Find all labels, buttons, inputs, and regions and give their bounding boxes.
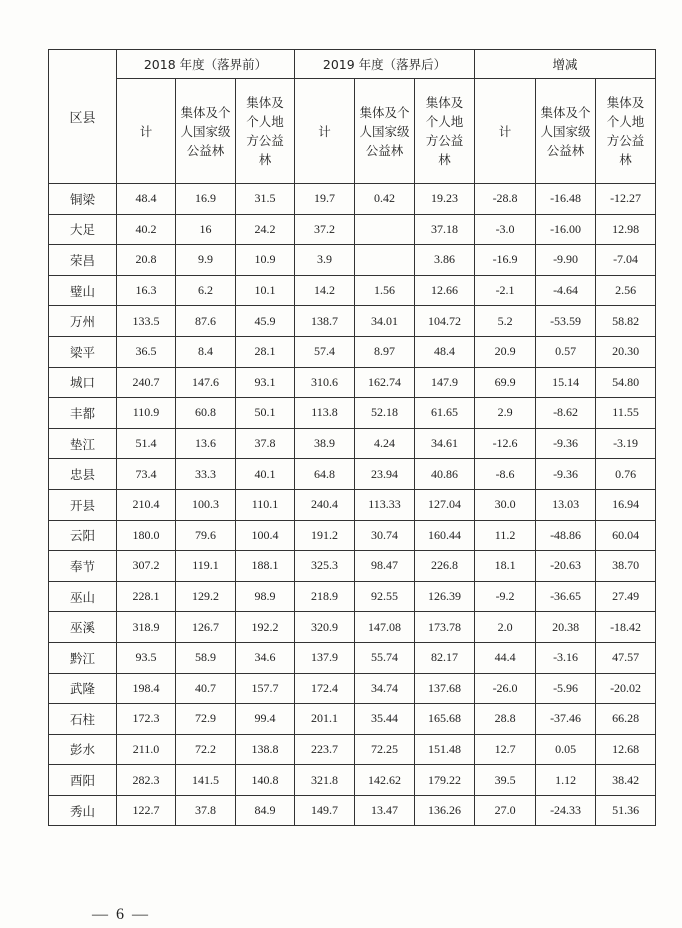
- value-cell: 40.7: [176, 673, 236, 704]
- value-cell: -12.27: [596, 184, 656, 215]
- county-header: 区县: [49, 50, 117, 184]
- value-cell: 34.01: [355, 306, 415, 337]
- table-row: [49, 489, 656, 520]
- value-cell: 129.2: [176, 581, 236, 612]
- table-row: [49, 184, 656, 215]
- value-cell: 30.0: [475, 489, 536, 520]
- value-cell: 151.48: [415, 734, 475, 765]
- value-cell: -5.96: [536, 673, 596, 704]
- value-cell: 23.94: [355, 459, 415, 490]
- value-cell: 0.42: [355, 184, 415, 215]
- value-cell: -12.6: [475, 428, 536, 459]
- value-cell: -2.1: [475, 275, 536, 306]
- value-cell: -20.02: [596, 673, 656, 704]
- value-cell: 218.9: [295, 581, 355, 612]
- value-cell: 3.86: [415, 245, 475, 276]
- value-cell: 20.38: [536, 612, 596, 643]
- value-cell: 27.0: [475, 795, 536, 826]
- value-cell: 6.2: [176, 275, 236, 306]
- table-row: [49, 459, 656, 490]
- value-cell: -36.65: [536, 581, 596, 612]
- value-cell: 19.7: [295, 184, 355, 215]
- value-cell: 179.22: [415, 765, 475, 796]
- page-number: — 6 —: [92, 906, 150, 923]
- county-cell: 彭水: [49, 734, 117, 765]
- value-cell: 104.72: [415, 306, 475, 337]
- value-cell: -37.46: [536, 704, 596, 735]
- table-row: [49, 214, 656, 245]
- value-cell: 9.9: [176, 245, 236, 276]
- value-cell: 51.4: [117, 428, 176, 459]
- value-cell: 1.12: [536, 765, 596, 796]
- value-cell: 60.04: [596, 520, 656, 551]
- value-cell: 48.4: [415, 336, 475, 367]
- value-cell: 147.9: [415, 367, 475, 398]
- value-cell: 307.2: [117, 551, 176, 582]
- value-cell: 92.55: [355, 581, 415, 612]
- value-cell: 58.82: [596, 306, 656, 337]
- value-cell: 12.66: [415, 275, 475, 306]
- value-cell: 137.68: [415, 673, 475, 704]
- table-row: [49, 306, 656, 337]
- value-cell: 2.56: [596, 275, 656, 306]
- county-cell: 梁平: [49, 336, 117, 367]
- table-row: [49, 612, 656, 643]
- value-cell: 72.25: [355, 734, 415, 765]
- value-cell: -8.62: [536, 398, 596, 429]
- value-cell: 172.3: [117, 704, 176, 735]
- value-cell: 137.9: [295, 642, 355, 673]
- value-cell: 240.7: [117, 367, 176, 398]
- value-cell: 2.9: [475, 398, 536, 429]
- value-cell: 13.03: [536, 489, 596, 520]
- value-cell: 133.5: [117, 306, 176, 337]
- value-cell: 100.3: [176, 489, 236, 520]
- value-cell: 72.2: [176, 734, 236, 765]
- value-cell: 180.0: [117, 520, 176, 551]
- value-cell: 12.7: [475, 734, 536, 765]
- value-cell: 0.76: [596, 459, 656, 490]
- value-cell: 10.1: [236, 275, 295, 306]
- table-row: [49, 704, 656, 735]
- national-header: 集体及个人国家级公益林: [536, 79, 596, 184]
- value-cell: 113.33: [355, 489, 415, 520]
- total-header: 计: [475, 79, 536, 184]
- value-cell: 147.6: [176, 367, 236, 398]
- value-cell: -3.19: [596, 428, 656, 459]
- value-cell: 282.3: [117, 765, 176, 796]
- county-cell: 垫江: [49, 428, 117, 459]
- county-cell: 城口: [49, 367, 117, 398]
- total-header: 计: [117, 79, 176, 184]
- value-cell: 58.9: [176, 642, 236, 673]
- county-cell: 开县: [49, 489, 117, 520]
- value-cell: 0.05: [536, 734, 596, 765]
- value-cell: 140.8: [236, 765, 295, 796]
- value-cell: 13.47: [355, 795, 415, 826]
- value-cell: 52.18: [355, 398, 415, 429]
- value-cell: 35.44: [355, 704, 415, 735]
- value-cell: 147.08: [355, 612, 415, 643]
- value-cell: 201.1: [295, 704, 355, 735]
- value-cell: 157.7: [236, 673, 295, 704]
- value-cell: -26.0: [475, 673, 536, 704]
- value-cell: 45.9: [236, 306, 295, 337]
- group-2019-header: 2019 年度（落界后）: [295, 50, 475, 79]
- value-cell: -28.8: [475, 184, 536, 215]
- county-cell: 石柱: [49, 704, 117, 735]
- value-cell: -8.6: [475, 459, 536, 490]
- group-2018-header: 2018 年度（落界前）: [117, 50, 295, 79]
- value-cell: 51.36: [596, 795, 656, 826]
- table-body: [49, 184, 656, 826]
- value-cell: 99.4: [236, 704, 295, 735]
- value-cell: 28.1: [236, 336, 295, 367]
- value-cell: 47.57: [596, 642, 656, 673]
- value-cell: 3.9: [295, 245, 355, 276]
- county-cell: 武隆: [49, 673, 117, 704]
- value-cell: 162.74: [355, 367, 415, 398]
- county-cell: 荣昌: [49, 245, 117, 276]
- value-cell: 321.8: [295, 765, 355, 796]
- value-cell: 100.4: [236, 520, 295, 551]
- county-cell: 大足: [49, 214, 117, 245]
- value-cell: 33.3: [176, 459, 236, 490]
- value-cell: 40.2: [117, 214, 176, 245]
- group-change-header: 增减: [475, 50, 656, 79]
- value-cell: 48.4: [117, 184, 176, 215]
- value-cell: -20.63: [536, 551, 596, 582]
- value-cell: 126.7: [176, 612, 236, 643]
- value-cell: -48.86: [536, 520, 596, 551]
- value-cell: 240.4: [295, 489, 355, 520]
- value-cell: 40.86: [415, 459, 475, 490]
- value-cell: 39.5: [475, 765, 536, 796]
- value-cell: 98.9: [236, 581, 295, 612]
- value-cell: 173.78: [415, 612, 475, 643]
- value-cell: 138.8: [236, 734, 295, 765]
- value-cell: 223.7: [295, 734, 355, 765]
- value-cell: 149.7: [295, 795, 355, 826]
- table-row: [49, 642, 656, 673]
- value-cell: 141.5: [176, 765, 236, 796]
- county-cell: 奉节: [49, 551, 117, 582]
- value-cell: 40.1: [236, 459, 295, 490]
- table-row: [49, 245, 656, 276]
- value-cell: 119.1: [176, 551, 236, 582]
- value-cell: 127.04: [415, 489, 475, 520]
- table-row: [49, 428, 656, 459]
- value-cell: 5.2: [475, 306, 536, 337]
- value-cell: 138.7: [295, 306, 355, 337]
- value-cell: 93.1: [236, 367, 295, 398]
- value-cell: 82.17: [415, 642, 475, 673]
- value-cell: 34.74: [355, 673, 415, 704]
- value-cell: -53.59: [536, 306, 596, 337]
- county-cell: 秀山: [49, 795, 117, 826]
- value-cell: -4.64: [536, 275, 596, 306]
- value-cell: 142.62: [355, 765, 415, 796]
- county-cell: 酉阳: [49, 765, 117, 796]
- value-cell: -24.33: [536, 795, 596, 826]
- value-cell: -16.9: [475, 245, 536, 276]
- value-cell: 110.9: [117, 398, 176, 429]
- value-cell: 44.4: [475, 642, 536, 673]
- value-cell: 27.49: [596, 581, 656, 612]
- value-cell: 36.5: [117, 336, 176, 367]
- value-cell: 172.4: [295, 673, 355, 704]
- value-cell: 191.2: [295, 520, 355, 551]
- county-cell: 云阳: [49, 520, 117, 551]
- value-cell: 226.8: [415, 551, 475, 582]
- value-cell: 15.14: [536, 367, 596, 398]
- county-cell: 黔江: [49, 642, 117, 673]
- value-cell: 126.39: [415, 581, 475, 612]
- value-cell: 69.9: [475, 367, 536, 398]
- local-header: 集体及个人地方公益林: [236, 79, 295, 184]
- value-cell: 72.9: [176, 704, 236, 735]
- value-cell: -3.0: [475, 214, 536, 245]
- value-cell: 18.1: [475, 551, 536, 582]
- table-row: [49, 551, 656, 582]
- national-header: 集体及个人国家级公益林: [176, 79, 236, 184]
- value-cell: 38.42: [596, 765, 656, 796]
- value-cell: 61.65: [415, 398, 475, 429]
- value-cell: 20.8: [117, 245, 176, 276]
- value-cell: 98.47: [355, 551, 415, 582]
- value-cell: 79.6: [176, 520, 236, 551]
- value-cell: 110.1: [236, 489, 295, 520]
- table-row: [49, 398, 656, 429]
- value-cell: 28.8: [475, 704, 536, 735]
- value-cell: 37.8: [236, 428, 295, 459]
- value-cell: -9.36: [536, 428, 596, 459]
- value-cell: 31.5: [236, 184, 295, 215]
- county-cell: 巫山: [49, 581, 117, 612]
- value-cell: [355, 214, 415, 245]
- value-cell: 87.6: [176, 306, 236, 337]
- value-cell: 20.30: [596, 336, 656, 367]
- county-cell: 丰都: [49, 398, 117, 429]
- value-cell: 64.8: [295, 459, 355, 490]
- value-cell: 84.9: [236, 795, 295, 826]
- value-cell: 13.6: [176, 428, 236, 459]
- value-cell: 1.56: [355, 275, 415, 306]
- value-cell: 93.5: [117, 642, 176, 673]
- value-cell: 8.97: [355, 336, 415, 367]
- forest-data-table: [48, 49, 656, 826]
- value-cell: 16: [176, 214, 236, 245]
- table-row: [49, 765, 656, 796]
- value-cell: 73.4: [117, 459, 176, 490]
- value-cell: 50.1: [236, 398, 295, 429]
- value-cell: -9.2: [475, 581, 536, 612]
- table-row: [49, 336, 656, 367]
- value-cell: 310.6: [295, 367, 355, 398]
- value-cell: 12.98: [596, 214, 656, 245]
- county-cell: 万州: [49, 306, 117, 337]
- value-cell: 54.80: [596, 367, 656, 398]
- value-cell: 320.9: [295, 612, 355, 643]
- value-cell: 34.6: [236, 642, 295, 673]
- value-cell: 19.23: [415, 184, 475, 215]
- local-header: 集体及个人地方公益林: [415, 79, 475, 184]
- local-header: 集体及个人地方公益林: [596, 79, 656, 184]
- value-cell: 20.9: [475, 336, 536, 367]
- value-cell: -18.42: [596, 612, 656, 643]
- value-cell: 318.9: [117, 612, 176, 643]
- value-cell: 16.94: [596, 489, 656, 520]
- value-cell: 211.0: [117, 734, 176, 765]
- value-cell: 122.7: [117, 795, 176, 826]
- value-cell: 66.28: [596, 704, 656, 735]
- value-cell: 12.68: [596, 734, 656, 765]
- value-cell: 34.61: [415, 428, 475, 459]
- value-cell: -16.48: [536, 184, 596, 215]
- county-cell: 铜梁: [49, 184, 117, 215]
- value-cell: 11.2: [475, 520, 536, 551]
- value-cell: 16.3: [117, 275, 176, 306]
- county-cell: 巫溪: [49, 612, 117, 643]
- table-row: [49, 367, 656, 398]
- value-cell: -9.90: [536, 245, 596, 276]
- value-cell: 2.0: [475, 612, 536, 643]
- value-cell: 113.8: [295, 398, 355, 429]
- value-cell: 11.55: [596, 398, 656, 429]
- table-row: [49, 673, 656, 704]
- table-row: [49, 275, 656, 306]
- value-cell: 160.44: [415, 520, 475, 551]
- value-cell: -7.04: [596, 245, 656, 276]
- value-cell: 14.2: [295, 275, 355, 306]
- table-row: [49, 795, 656, 826]
- table-row: [49, 581, 656, 612]
- value-cell: -16.00: [536, 214, 596, 245]
- value-cell: 210.4: [117, 489, 176, 520]
- value-cell: -9.36: [536, 459, 596, 490]
- value-cell: 228.1: [117, 581, 176, 612]
- table-row: [49, 734, 656, 765]
- county-cell: 忠县: [49, 459, 117, 490]
- value-cell: -3.16: [536, 642, 596, 673]
- value-cell: 198.4: [117, 673, 176, 704]
- value-cell: 57.4: [295, 336, 355, 367]
- value-cell: 37.2: [295, 214, 355, 245]
- value-cell: 165.68: [415, 704, 475, 735]
- value-cell: 136.26: [415, 795, 475, 826]
- value-cell: 37.8: [176, 795, 236, 826]
- value-cell: 55.74: [355, 642, 415, 673]
- value-cell: 60.8: [176, 398, 236, 429]
- value-cell: 38.70: [596, 551, 656, 582]
- value-cell: 10.9: [236, 245, 295, 276]
- county-cell: 璧山: [49, 275, 117, 306]
- value-cell: 192.2: [236, 612, 295, 643]
- table-row: [49, 520, 656, 551]
- total-header: 计: [295, 79, 355, 184]
- value-cell: 24.2: [236, 214, 295, 245]
- value-cell: 8.4: [176, 336, 236, 367]
- value-cell: 37.18: [415, 214, 475, 245]
- value-cell: 325.3: [295, 551, 355, 582]
- national-header: 集体及个人国家级公益林: [355, 79, 415, 184]
- value-cell: [355, 245, 415, 276]
- value-cell: 30.74: [355, 520, 415, 551]
- value-cell: 38.9: [295, 428, 355, 459]
- value-cell: 4.24: [355, 428, 415, 459]
- value-cell: 0.57: [536, 336, 596, 367]
- value-cell: 188.1: [236, 551, 295, 582]
- value-cell: 16.9: [176, 184, 236, 215]
